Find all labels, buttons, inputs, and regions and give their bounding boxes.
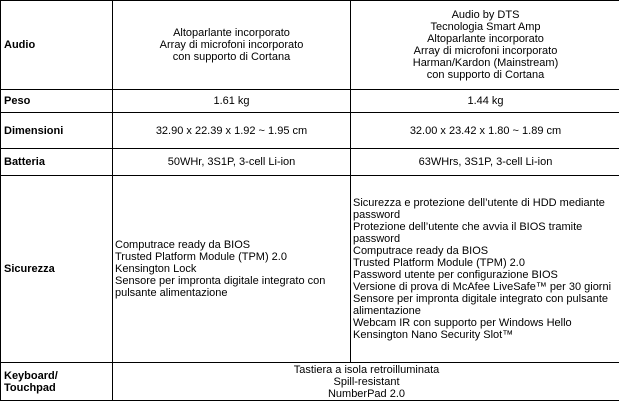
audio-model-2-line: Harman/Kardon (Mainstream): [412, 57, 559, 69]
row-dimensioni: [1, 113, 619, 149]
audio-model-2-line: Tecnologia Smart Amp: [430, 21, 541, 33]
sicurezza-model-2-item: Kensington Nano Security Slot™: [353, 329, 514, 341]
sicurezza-model-2: [351, 176, 619, 363]
peso-model-2: 1.44 kg: [351, 90, 619, 113]
audio-model-2-line: Audio by DTS: [451, 9, 520, 21]
audio-model-2-line: Altoparlante incorporato: [427, 33, 544, 45]
row-label-peso: Peso: [1, 90, 113, 113]
dimensioni-model-1: 32.90 x 22.39 x 1.92 ~ 1.95 cm: [113, 113, 351, 149]
row-label-keyboard-line: Touchpad: [4, 381, 56, 394]
audio-model-1-line: Array di microfoni incorporato: [159, 39, 304, 51]
keyboard-value-line: NumberPad 2.0: [327, 387, 406, 400]
keyboard-value: [113, 363, 619, 401]
row-label-audio: Audio: [1, 1, 113, 90]
sicurezza-model-2-item: Computrace ready da BIOS: [353, 245, 489, 257]
audio-model-1: [113, 1, 351, 90]
sicurezza-model-2-item: Sensore per impronta digitale integrato con pulsante alimentazione: [353, 293, 608, 317]
audio-model-2-line: Array di microfoni incorporato: [413, 45, 558, 57]
audio-model-2-line: con supporto di Cortana: [426, 69, 545, 81]
sicurezza-model-1-item: Trusted Platform Module (TPM) 2.0: [115, 251, 287, 263]
sicurezza-model-2-item: Trusted Platform Module (TPM) 2.0: [353, 257, 525, 269]
sicurezza-model-1-item: Computrace ready da BIOS: [115, 239, 251, 251]
sicurezza-model-1: [113, 176, 351, 363]
sicurezza-model-2-item: Password utente per configurazione BIOS: [353, 269, 558, 281]
sicurezza-model-2-item: Versione di prova di McAfee LiveSafe™ per 30 giorni: [353, 281, 612, 293]
row-peso: [1, 90, 619, 113]
row-batteria: [1, 149, 619, 176]
batteria-model-1: 50WHr, 3S1P, 3-cell Li-ion: [113, 149, 351, 176]
peso-model-1: 1.61 kg: [113, 90, 351, 113]
keyboard-value-line: Tastiera a isola retroilluminata: [293, 363, 440, 376]
row-label-keyboard-line: Keyboard/: [4, 369, 58, 382]
row-label-sicurezza: Sicurezza: [1, 176, 113, 363]
sicurezza-model-2-item: Protezione dell’utente che avvia il BIOS tramite password: [353, 221, 583, 245]
row-label-keyboard: [1, 363, 113, 401]
audio-model-1-line: Altoparlante incorporato: [173, 27, 290, 39]
batteria-model-2: 63WHrs, 3S1P, 3-cell Li-ion: [351, 149, 619, 176]
row-audio: [1, 1, 619, 90]
keyboard-value-line: Spill-resistant: [333, 375, 400, 388]
sicurezza-model-2-item: Sicurezza e protezione dell’utente di HDD mediante password: [353, 197, 605, 221]
audio-model-2: [351, 1, 619, 90]
sicurezza-model-1-item: Kensington Lock: [115, 263, 197, 275]
dimensioni-model-2: 32.00 x 23.42 x 1.80 ~ 1.89 cm: [351, 113, 619, 149]
row-sicurezza: [1, 176, 619, 363]
sicurezza-model-1-item: Sensore per impronta digitale integrato con pulsante alimentazione: [115, 275, 326, 299]
row-keyboard: [1, 363, 619, 401]
sicurezza-model-2-item: Webcam IR con supporto per Windows Hello: [353, 317, 572, 329]
row-label-batteria: Batteria: [1, 149, 113, 176]
row-label-dimensioni: Dimensioni: [1, 113, 113, 149]
audio-model-1-line: con supporto di Cortana: [172, 51, 291, 63]
